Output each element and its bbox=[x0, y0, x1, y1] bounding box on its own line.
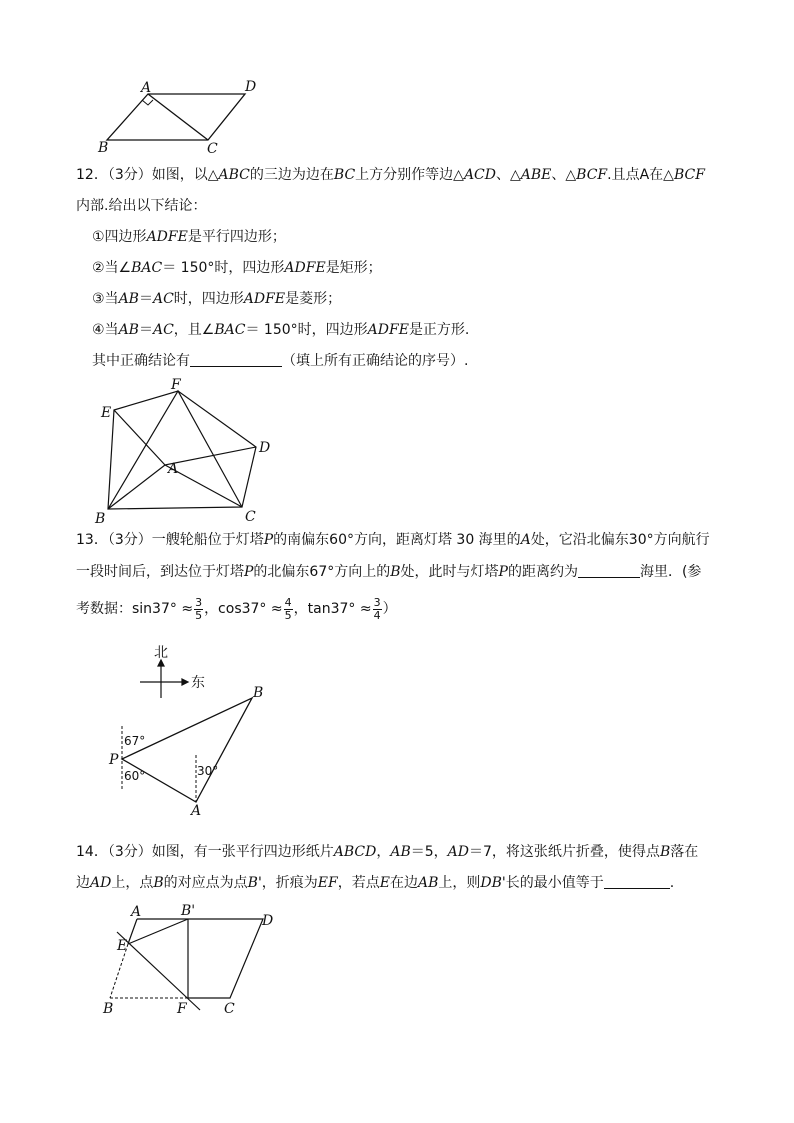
fig13-label-a: A bbox=[191, 803, 202, 819]
q13-line1: 13．（3分）一艘轮船位于灯塔P的南偏东60°方向，距离灯塔 30 海里的A处，它沿北偏东30°方向航行 bbox=[76, 532, 710, 548]
compass-north-label: 北 bbox=[154, 645, 168, 661]
fig12-label-c: C bbox=[245, 509, 256, 525]
fig11-label-c: C bbox=[207, 141, 218, 157]
q13-line3: 考数据：sin37° ≈ $\frac{3}{5}$ ，cos37° ≈ $\frac{4}{5}$ ，tan37° ≈ $\frac{3}{4}$ ） bbox=[76, 595, 397, 622]
fig14-label-a: A bbox=[131, 904, 142, 920]
q14-line2: 边AD上，点B的对应点为点B'，折痕为EF，若点E在边AB上，则DB'长的最小值等于 . bbox=[76, 875, 675, 891]
fig13-label-b: B bbox=[253, 685, 264, 701]
q14-answer-blank[interactable] bbox=[604, 874, 670, 889]
fraction-four-fifths: $\frac{4}{5}$ bbox=[284, 595, 292, 622]
figure-folded-parallelogram bbox=[95, 902, 285, 1020]
q12-answer-line: 其中正确结论有 （填上所有正确结论的序号）. bbox=[92, 353, 469, 369]
fig12-label-a: A bbox=[168, 461, 179, 477]
q12-conclusion-3: ③当AB＝AC时，四边形ADFE是菱形； bbox=[92, 291, 342, 307]
figure-equilateral-triangles bbox=[90, 372, 290, 527]
fig11-label-b: B bbox=[98, 140, 109, 156]
fraction-three-fourths: $\frac{3}{4}$ bbox=[373, 595, 381, 622]
fig11-label-a: A bbox=[141, 80, 152, 96]
q13-line2: 一段时间后，到达位于灯塔P的北偏东67°方向上的B处，此时与灯塔P的距离约为 海里．(参 bbox=[76, 564, 702, 580]
angle-30-label: 30° bbox=[197, 764, 219, 778]
fig12-label-b: B bbox=[95, 511, 106, 527]
fig13-label-p: P bbox=[109, 752, 119, 768]
q12-conclusion-4: ④当AB＝AC，且∠BAC＝ 150°时，四边形ADFE是正方形. bbox=[92, 322, 470, 338]
fig11-label-d: D bbox=[245, 79, 257, 95]
fig12-label-e: E bbox=[101, 405, 112, 421]
fig12-label-f: F bbox=[171, 377, 181, 393]
fraction-three-fifths: $\frac{3}{5}$ bbox=[195, 595, 203, 622]
fig14-label-d: D bbox=[262, 913, 274, 929]
fig12-label-d: D bbox=[259, 440, 271, 456]
q12-conclusion-2: ②当∠BAC＝ 150°时，四边形ADFE是矩形； bbox=[92, 260, 382, 276]
q12-line1: 12．（3分）如图，以△ABC的三边为边在BC上方分别作等边△ACD、△ABE、△BCF.且点A在△BCF bbox=[76, 167, 705, 183]
q12-conclusion-1: ①四边形ADFE是平行四边形； bbox=[92, 229, 286, 245]
fig14-label-e: E bbox=[117, 938, 128, 954]
compass-east-label: 东 bbox=[191, 675, 205, 691]
fig14-label-f: F bbox=[177, 1001, 187, 1017]
compass-icon bbox=[140, 660, 188, 698]
fig14-label-c: C bbox=[224, 1001, 235, 1017]
fig14-label-b-prime: B' bbox=[181, 903, 196, 919]
fig14-label-b: B bbox=[103, 1001, 114, 1017]
angle-67-label: 67° bbox=[124, 734, 146, 748]
q12-answer-blank[interactable] bbox=[190, 352, 282, 367]
q12-line2: 内部.给出以下结论： bbox=[76, 198, 207, 214]
q14-line1: 14．（3分）如图，有一张平行四边形纸片ABCD，AB＝5，AD＝7，将这张纸片折叠，使得点B落在 bbox=[76, 844, 699, 860]
angle-60-label: 60° bbox=[124, 769, 146, 783]
figure-lighthouse-bearing bbox=[100, 640, 280, 820]
figure-parallelogram-abcd bbox=[95, 78, 275, 156]
q13-answer-blank[interactable] bbox=[578, 563, 640, 578]
